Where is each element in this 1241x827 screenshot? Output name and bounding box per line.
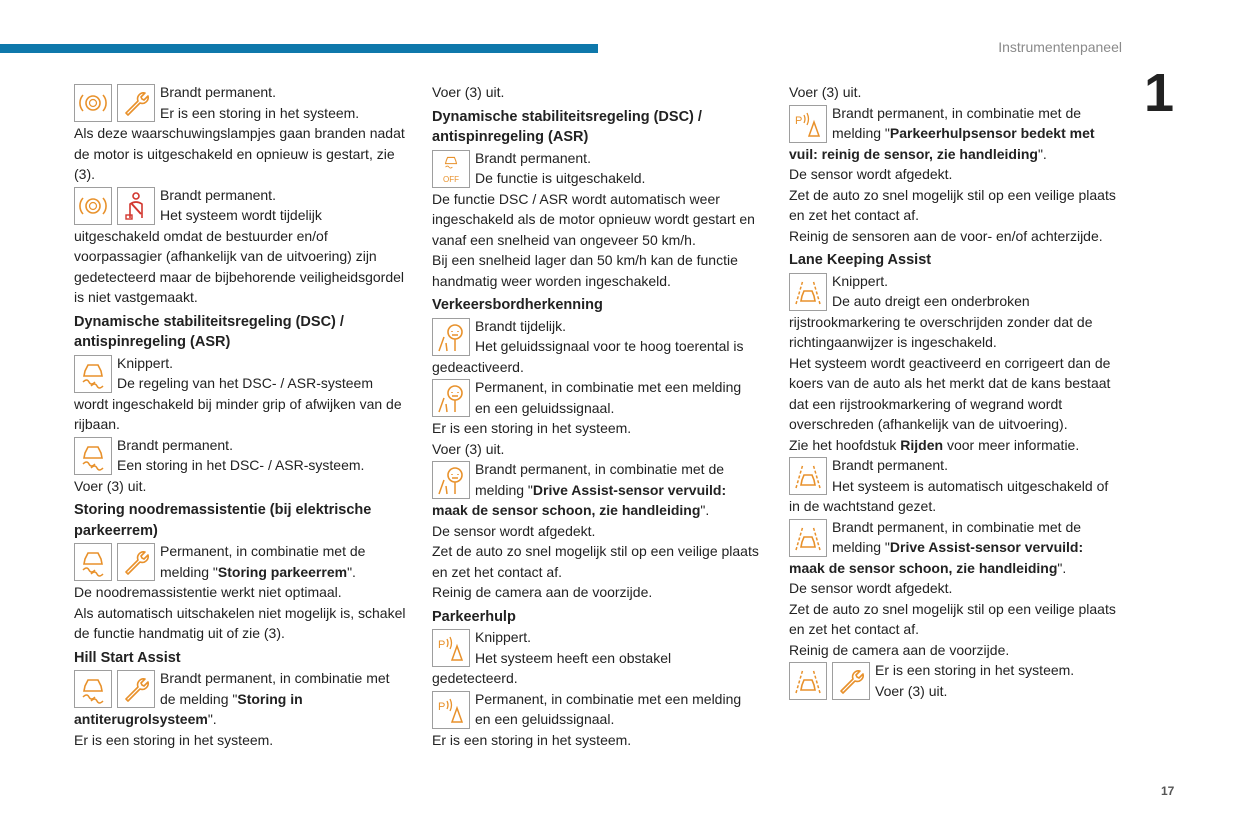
brake-warning-icon [74,84,112,122]
paragraph: Als deze waarschuwingslampjes gaan branden nadat de motor is uitgeschakeld en opnieuw is gestart, zie (3). [74,125,405,182]
paragraph: gedeactiveerd. [432,358,524,375]
wrench-icon [117,543,155,581]
text-line: De auto dreigt een onderbroken [832,293,1030,309]
paragraph: Er is een storing in het systeem. [74,731,274,748]
text-line: melding "Parkeerhulpsensor bedekt met [832,125,1095,141]
text-line: Er is een storing in het systeem. [160,104,360,121]
icon-group [74,84,155,122]
text-line: Brandt permanent. [160,186,276,203]
paragraph: Reinig de sensoren aan de voor- en/of achterzijde. [789,227,1103,244]
text-line: Permanent, in combinatie met een melding [475,379,742,395]
icon-group [74,355,112,393]
paragraph: Er is een storing in het systeem. [432,731,632,748]
lane-keeping-icon [789,662,827,700]
text-line: De regeling van het DSC- / ASR-systeem [117,375,373,391]
text-line: Brandt permanent. [117,436,233,453]
paragraph: Het systeem wordt geactiveerd en corrigeert dan de koers van de auto als het merkt dat de kans bestaat dat een rijstrookmarkering of wegrand wordt overschreden (afhankelijk van de uitvoering). [789,354,1111,432]
icon-group [432,461,470,499]
parking-sensor-icon [789,105,827,143]
paragraph: Zie het hoofdstuk Rijden voor meer informatie. [789,436,1080,453]
traffic-sign-icon [432,379,470,417]
paragraph: Voer (3) uit. [789,84,862,100]
text-line: Knippert. [475,629,532,645]
text-line: Brandt permanent. [832,457,948,473]
text-line: Brandt permanent. [475,149,591,166]
text-line: de melding "Storing in [160,690,303,707]
section-heading: Parkeerhulp [432,608,516,625]
off-label: OFF [443,174,459,184]
icon-group [432,379,470,417]
skid-icon [74,355,112,393]
text-line: Het geluidssignaal voor te hoog toerental is [475,338,744,354]
paragraph: De sensor wordt afgedekt. [432,522,596,539]
section-heading: Verkeersbordherkenning [432,297,603,313]
icon-group [74,437,112,475]
icon-group [789,273,827,311]
text-line: De functie is uitgeschakeld. [475,170,646,186]
paragraph: Zet de auto zo snel mogelijk stil op een veilige plaats en zet het contact af. [789,600,1116,637]
icon-group [432,691,470,729]
text-line: Brandt tijdelijk. [475,317,567,334]
paragraph: in de wachtstand gezet. [789,498,937,514]
column-1 [74,82,410,750]
icon-group [789,105,827,143]
text-line: maak de sensor schoon, zie handleiding". [789,559,1067,576]
text-line: Brandt permanent, in combinatie met [160,670,390,686]
paragraph: gedetecteerd. [432,670,518,686]
lane-keeping-icon [789,273,827,311]
lane-keeping-icon [789,457,827,495]
traffic-sign-icon [432,461,470,499]
text-line: Brandt permanent, in combinatie met de [475,461,725,477]
icon-group [432,629,470,667]
text-line: antiterugrolsysteem". [74,711,217,727]
text-line: vuil: reinig de sensor, zie handleiding". [789,145,1047,162]
text-line: en een geluidssignaal. [475,399,615,416]
paragraph: Er is een storing in het systeem. [432,420,632,436]
text-line: maak de sensor schoon, zie handleiding". [432,502,710,518]
paragraph: wordt ingeschakeld bij minder grip of afwijken van de rijbaan. [74,395,402,432]
text-line: Brandt permanent, in combinatie met de [832,518,1082,535]
text-line: Een storing in het DSC- / ASR-systeem. [117,457,365,473]
text-line: Brandt permanent. [160,84,276,100]
page-number: 17 [1161,784,1175,798]
icon-group [432,318,470,356]
paragraph: Voer (3) uit. [74,477,147,494]
section-title: Instrumentenpaneel [998,39,1122,55]
wrench-icon [117,84,155,122]
icon-group [74,187,155,225]
column-3 [789,82,1125,701]
paragraph: Voer (3) uit. [432,84,505,100]
paragraph: De functie DSC / ASR wordt automatisch weer ingeschakeld als de motor opnieuw wordt gestart en vanaf een snelheid van ongeveer 50 km/h. [432,190,755,248]
icon-group [789,519,827,557]
section-heading: Lane Keeping Assist [789,252,932,268]
text-line: Knippert. [832,272,889,289]
text-line: Brandt permanent, in combinatie met de [832,104,1082,121]
paragraph: Zet de auto zo snel mogelijk stil op een veilige plaats en zet het contact af. [789,186,1116,223]
text-line: melding "Drive Assist-sensor vervuild: [475,481,727,498]
text-line: Knippert. [117,354,174,371]
text-line: Er is een storing in het systeem. [875,662,1075,678]
text-line: Het systeem heeft een obstakel [475,649,672,666]
wrench-icon [117,670,155,708]
text-line: en een geluidssignaal. [475,711,615,727]
skid-icon [74,670,112,708]
skid-off-icon [432,150,470,188]
paragraph: Bij een snelheid lager dan 50 km/h kan de functie handmatig weer worden ingeschakeld. [432,252,738,289]
paragraph: Als automatisch uitschakelen niet mogelijk is, schakel de functie handmatig uit of zie (3). [74,604,406,641]
chapter-number: 1 [1144,63,1175,123]
column-2 [432,82,768,750]
text-line: Voer (3) uit. [875,682,948,699]
text-line: Permanent, in combinatie met de [160,543,366,559]
paragraph: Reinig de camera aan de voorzijde. [432,584,653,600]
paragraph: rijstrookmarkering te overschrijden zonder dat de richtingaanwijzer is ingeschakeld. [789,313,1093,350]
seatbelt-icon [117,187,155,225]
text-line: melding "Drive Assist-sensor vervuild: [832,539,1084,555]
text-line: Het systeem is automatisch uitgeschakeld of [832,477,1109,494]
paragraph: Voer (3) uit. [432,440,505,457]
text-line: Het systeem wordt tijdelijk [160,207,322,223]
text-line: Permanent, in combinatie met een melding [475,690,742,707]
text-line: melding "Storing parkeerrem". [160,563,356,580]
section-heading: Storing noodremassistentie (bij elektrische parkeerrem) [74,502,372,539]
wrench-icon [832,662,870,700]
parking-sensor-icon [432,691,470,729]
paragraph: De sensor wordt afgedekt. [789,166,953,182]
skid-icon [74,437,112,475]
paragraph: uitgeschakeld omdat de bestuurder en/of voorpassagier (afhankelijk van de uitvoering) zijn gedetecteerd maar de bijbehorende veiligheidsgordel is niet vastgemaakt. [74,227,405,305]
icon-group [74,543,155,581]
brake-warning-icon [74,187,112,225]
paragraph: Reinig de camera aan de voorzijde. [789,641,1010,658]
icon-group [432,150,470,188]
parking-sensor-icon [432,629,470,667]
paragraph: De noodremassistentie werkt niet optimaal. [74,584,342,600]
section-heading: Dynamische stabiliteitsregeling (DSC) / antispinregeling (ASR) [432,108,702,145]
accent-bar [0,44,598,53]
paragraph: Zet de auto zo snel mogelijk stil op een veilige plaats en zet het contact af. [432,543,759,580]
traffic-sign-icon [432,318,470,356]
icon-group [789,662,870,700]
paragraph: De sensor wordt afgedekt. [789,580,953,596]
icon-group [74,670,155,708]
skid-icon [74,543,112,581]
icon-group [789,457,827,495]
lane-keeping-icon [789,519,827,557]
section-heading: Dynamische stabiliteitsregeling (DSC) / antispinregeling (ASR) [74,313,344,350]
section-heading: Hill Start Assist [74,649,181,666]
